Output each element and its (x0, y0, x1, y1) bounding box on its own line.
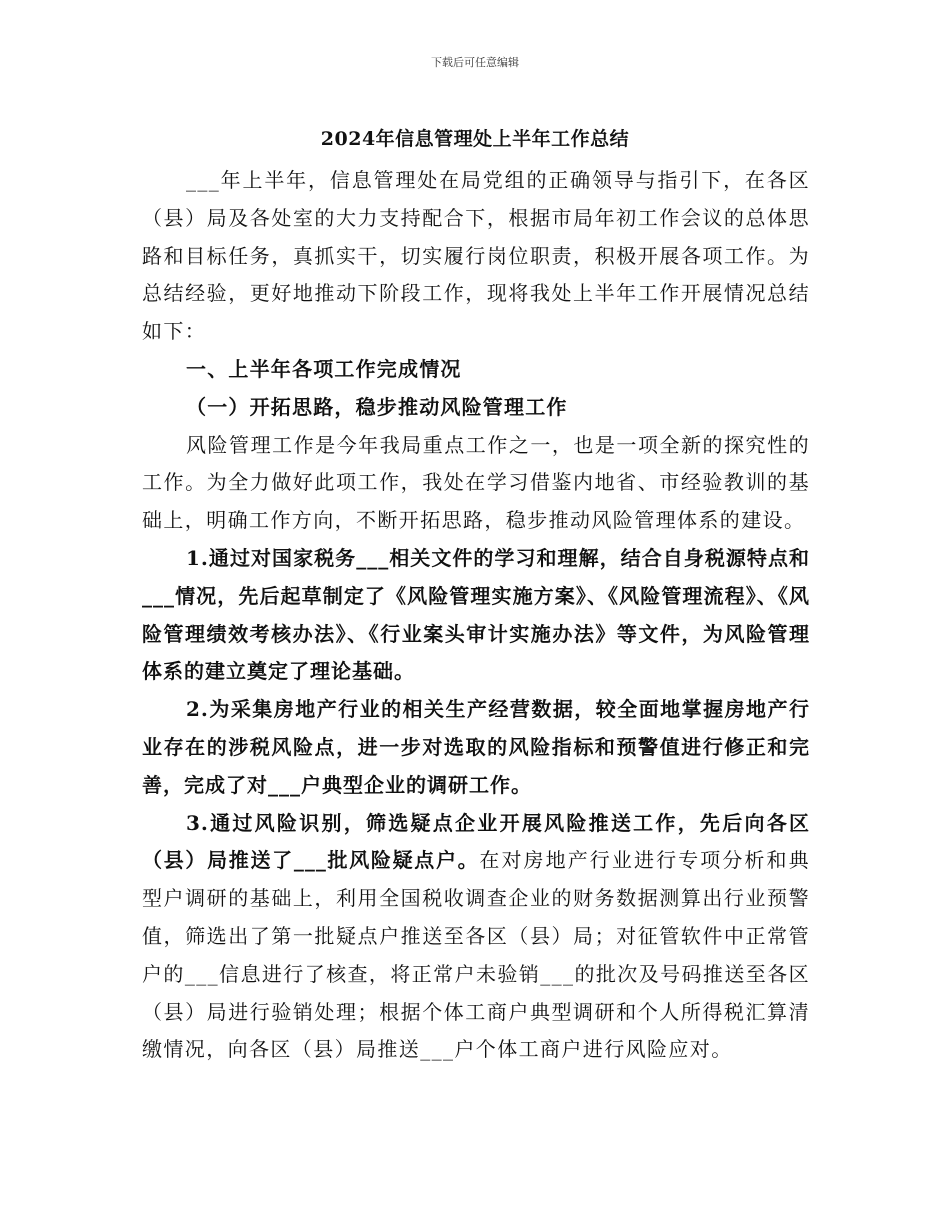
document-title: 2024年信息管理处上半年工作总结 (320, 128, 630, 150)
list-item-1: 1.通过对国家税务___相关文件的学习和理解，结合自身税源特点和___情况，先后起草制定了《风险管理实施方案》、《风险管理流程》、《风险管理绩效考核办法》、《行业案头审计实施办法》等文件，为风险管理体系的建立奠定了理论基础。 (142, 545, 810, 684)
list-item-3 (142, 805, 810, 1070)
list-item-2: 2.为采集房地产行业的相关生产经营数据，较全面地掌握房地产行业存在的涉税风险点，进一步对选取的风险指标和预警值进行修正和完善，完成了对___户典型企业的调研工作。 (142, 697, 810, 797)
list-item-3-body: 在对房地产行业进行专项分析和典型户调研的基础上，利用全国税收调查企业的财务数据测算出行业预警值，筛选出了第一批疑点户推送至各区（县）局；对征管软件中正常管户的___信息进行了核查，将正常户未验销___的批次及号码推送至各区（县）局进行验销处理；根据个体工商户典型调研和个人所得税汇算清缴情况，向各区（县）局推送___户个体工商户进行风险应对。 (142, 848, 811, 1062)
document-body (142, 162, 810, 1069)
list-item-3-lead: 3.通过风险识别，筛选疑点企业开展风险推送工作，先后向各区（县）局推送了___批风险疑点户。 (142, 810, 810, 873)
intro-paragraph: ___年上半年，信息管理处在局党组的正确领导与指引下，在各区（县）局及各处室的大力支持配合下，根据市局年初工作会议的总体思路和目标任务，真抓实干，切实履行岗位职责，积极开展各项工作。为总结经验，更好地推动下阶段工作，现将我处上半年工作开展情况总结如下： (142, 168, 810, 344)
subsection-heading-1: （一）开拓思路，稳步推动风险管理工作 (186, 394, 568, 419)
subsection-intro-paragraph: 风险管理工作是今年我局重点工作之一，也是一项全新的探究性的工作。为全力做好此项工作，我处在学习借鉴内地省、市经验教训的基础上，明确工作方向，不断开拓思路，稳步推动风险管理体系的建设。 (142, 432, 810, 533)
section-heading-1: 一、上半年各项工作完成情况 (186, 356, 462, 381)
page-header-note: 下载后可任意编辑 (431, 56, 519, 69)
